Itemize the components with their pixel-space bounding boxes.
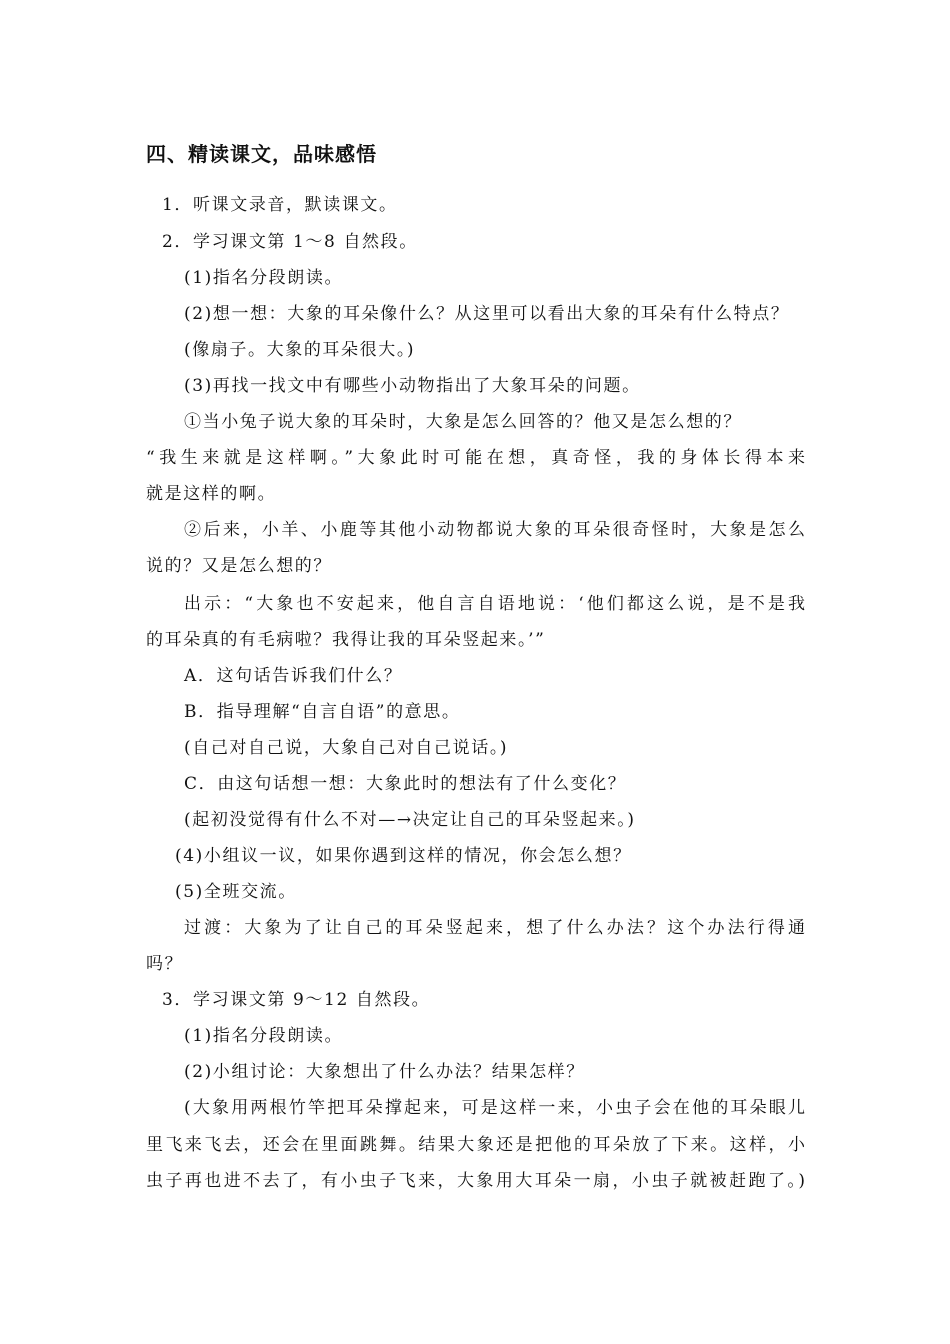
text-line: (3)再找一找文中有哪些小动物指出了大象耳朵的问题。: [184, 376, 641, 396]
text-line: 吗？: [146, 954, 184, 974]
text-line: 出示：“大象也不安起来，他自言自语地说：‘他们都这么说，是不是我: [184, 594, 805, 614]
text-line: B．指导理解“自言自语”的意思。: [184, 702, 461, 722]
text-line: (2)小组讨论：大象想出了什么办法？结果怎样？: [184, 1062, 585, 1082]
text-line: 就是这样的啊。: [146, 484, 277, 504]
text-line: 里飞来飞去，还会在里面跳舞。结果大象还是把他的耳朵放了下来。这样，小: [146, 1135, 805, 1155]
text-line: C．由这句话想一想：大象此时的想法有了什么变化？: [184, 774, 627, 794]
text-line: ①当小兔子说大象的耳朵时，大象是怎么回答的？他又是怎么想的？: [184, 412, 742, 432]
text-line: (1)指名分段朗读。: [184, 1026, 344, 1046]
text-line: “我生来就是这样啊。”大象此时可能在想，真奇怪，我的身体长得本来: [146, 448, 805, 468]
text-line: ②后来，小羊、小鹿等其他小动物都说大象的耳朵很奇怪时，大象是怎么: [184, 520, 805, 540]
text-line: (自己对自己说，大象自己对自己说话。): [184, 738, 509, 758]
text-line: (5)全班交流。: [175, 882, 297, 902]
section-heading: 四、精读课文，品味感悟: [146, 142, 377, 166]
text-line: A．这句话告诉我们什么？: [184, 666, 403, 686]
text-line: 说的？又是怎么想的？: [146, 556, 332, 576]
text-line: 1．听课文录音，默读课文。: [162, 195, 398, 215]
text-line: (4)小组议一议，如果你遇到这样的情况，你会怎么想？: [175, 846, 632, 866]
text-line: (1)指名分段朗读。: [184, 268, 344, 288]
text-line: (大象用两根竹竿把耳朵撑起来，可是这样一来，小虫子会在他的耳朵眼儿: [184, 1098, 805, 1118]
text-line: 2．学习课文第 1～8 自然段。: [162, 232, 418, 252]
text-line: (2)想一想：大象的耳朵像什么？从这里可以看出大象的耳朵有什么特点？: [184, 304, 790, 324]
text-line: 3．学习课文第 9～12 自然段。: [162, 990, 431, 1010]
text-line: (起初没觉得有什么不对—→决定让自己的耳朵竖起来。): [184, 810, 636, 830]
text-line: 的耳朵真的有毛病啦？我得让我的耳朵竖起来。’”: [146, 630, 546, 650]
text-line: 过渡：大象为了让自己的耳朵竖起来，想了什么办法？这个办法行得通: [184, 918, 805, 938]
text-line: 虫子再也进不去了，有小虫子飞来，大象用大耳朵一扇，小虫子就被赶跑了。): [146, 1171, 805, 1191]
text-line: (像扇子。大象的耳朵很大。): [184, 340, 416, 360]
